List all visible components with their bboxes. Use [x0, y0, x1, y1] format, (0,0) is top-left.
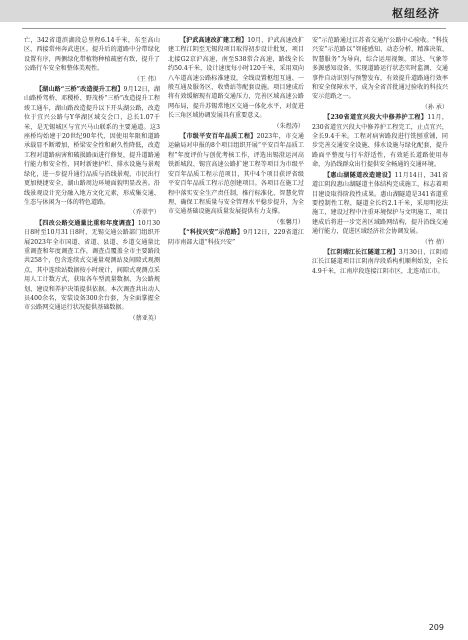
article: [168, 132, 304, 217]
column-3: [312, 36, 448, 616]
header-rule: [22, 28, 446, 29]
article-paragraph: [24, 85, 160, 207]
article-body: 亡，342省道滨湖段总里程6.14千米，东至高山区、西接常州奔武进区。提升后的道路中分带绿化设置有序，两侧绿化带植物种植疏密有致，提升了公路行车安全和整体美观性。: [24, 37, 160, 73]
article-author: （乔翠宇）: [129, 209, 160, 217]
article: [312, 171, 448, 237]
article: [24, 36, 160, 74]
article-title: 【四改公路交通量比重和年度调查】: [36, 219, 138, 227]
article-title: 【沪武高速改扩建工程】: [180, 37, 248, 44]
article: [24, 85, 160, 207]
article: [312, 113, 448, 169]
column-1: [24, 36, 160, 616]
article-author: （孙 承）: [421, 103, 448, 111]
article-body: 3月30日，江阴靖江长江隧道项目江阴南岸段盾构机顺利始发，全长4.9千米，江南岸段连接江阴市区，北连靖江市。: [312, 248, 448, 275]
article-paragraph: [312, 171, 448, 237]
article-author: （张馨月）: [273, 218, 304, 226]
article-body: 11月14日，341省道江阴段惠山湖隧道主体结构完成施工，标志着项目建设取得阶段性成果。惠山湖隧道是341省道重要控制性工程，隧道全长约2.1千米，采用明挖法施工，建设过程中注重环境保护与文明施工，项目建成后将进一步完善区域路网结构，提升沿线交通通行能力，促进区域经济社会协调发展。: [312, 171, 448, 236]
article-body: 安”示范路通过江苏省交通厅公路中心验收。“科技兴安”示范路以“智能感知、动态分析、精准决策、智慧服务”为导向，综合运用视频、雷达、气象等多源感知设备，实现道路运行状态实时监测、交通事件自动识别与预警发布，有效提升道路通行效率和安全保障水平，成为全省首批通过验收的科技兴安示范路之一。: [312, 37, 448, 101]
article: [168, 228, 304, 247]
article-paragraph: [24, 219, 160, 313]
article-title: 【“科技兴安”示范路】: [180, 229, 244, 237]
article-author: （蔡亚英）: [129, 314, 160, 322]
article-title: 【市级平安百年品质工程】: [180, 133, 257, 141]
section-title: 枢纽经济: [392, 7, 440, 20]
article-paragraph: [312, 36, 448, 102]
article-paragraph: [168, 228, 304, 247]
article: [168, 36, 304, 121]
article-paragraph: [312, 113, 448, 169]
article-title: 【惠山湖隧道改造建设】: [324, 171, 395, 179]
article: [24, 219, 160, 313]
article-title: 【江阴靖江长江隧道工程】: [324, 248, 399, 256]
page-number: 209: [428, 623, 444, 632]
article-paragraph: [168, 36, 304, 121]
article-author: （王 伟）: [133, 75, 160, 83]
article: [312, 248, 448, 276]
article-paragraph: [24, 36, 160, 74]
column-2: [168, 36, 304, 616]
article-columns: [24, 36, 448, 616]
article-author: （朱煜涛）: [273, 122, 304, 130]
article-body: 9月12日，湖山路桥驾桥、邓稷桥、野茂桥“三桥”改造提升工程竣工通车，湖山路改造提升以下开头湖公路，改造位于宜兴公路与Y华湖区域交会口，总长1.07千米，是无锡城区与宜兴马山联系的主要通道。这3座桥均始建于20世纪90年代，因使用年限和道路承载显不断增加，桥梁安全性和耐久性降低，改造工程对道路病害和破损路面进行修复，提升道路通行能力和安全性，同时新建护栏、排水设施与景观绿化，进一步提升通行品质与沿线景观，市民出行更加便捷安全，湖山路周边环境面貌明显改善。沿线景观设计充分融入地方文化元素，形成集交通、生态与休闲为一体的特色道路。: [24, 86, 160, 206]
article-paragraph: [312, 248, 448, 276]
article-body: 9月12日，229省道江阴市南部大道“科技兴安”: [168, 229, 304, 246]
article-title: 【湖山路“三桥”改造提升工程】: [36, 86, 124, 94]
article-title: 【230省道宜兴段大中修养护工程】: [324, 114, 428, 122]
article: [312, 36, 448, 102]
article-body: 10月30日8时至10月31日8时，无锡交通公路部门组织开展2023年全市国道、省道、县道、乡道交通量比重调查和年度调查工作，调查点覆盖全市主要路段共258个，包含连续式交通量观测站及间隙式观测点，其中连续站数据按小时统计，间隙式观测点采用人工计数方式，获取各车型流量数据，为公路规划、建设和养护决策提供依据。本次调查共出动人员400余名，安装设备300余台套，为全面掌握全市公路网交通运行状况提供基础数据。: [24, 219, 160, 312]
article-body: 11月，230省道宜兴段大中修养护工程完工，止点宜兴，全长9.4千米。工程对病害路段进行铣刨重铺，同步完善交通安全设施、排水设施与绿化配套，提升路面平整度与行车舒适性，有效延长道路使用寿命，为沿线群众出行提供安全畅通的交通环境。: [312, 114, 448, 169]
article-author: （竹 蓓）: [421, 238, 448, 246]
article-body: 2023年，市交通运输局对申报的8个项目组织开展“平安百年品质工程”年度评价与创优考核工作，评选出锡澄运河高铁新城段、锡宜高速公路扩建工程等项目为市级平安百年品质工程示范项目，其中4个项目获评省级平安百年品质工程示范创建项目。各项目在施工过程中落实安全生产责任制，推行标准化、智慧化管理，确保工程质量与安全管理水平稳步提升，为全市交通基础设施高质量发展提供有力支撑。: [168, 133, 304, 216]
article-body: 10月，沪武高速改扩建工程江阴至无锡段项目取得初步设计批复，项目北接G2京沪高速，南至S38常合高速，路线全长约50.4千米，设计速度每小时120千米，采用双向八车道高速公路标准建设，全线设置枢纽互通、一般互通及服务区、收费站等配套设施。项目建成后将有效缓解现有道路交通压力，完善区域高速公路网布局，提升苏锡常地区交通一体化水平，对促进长三角区域协调发展具有重要意义。: [168, 37, 304, 120]
article-paragraph: [168, 132, 304, 217]
